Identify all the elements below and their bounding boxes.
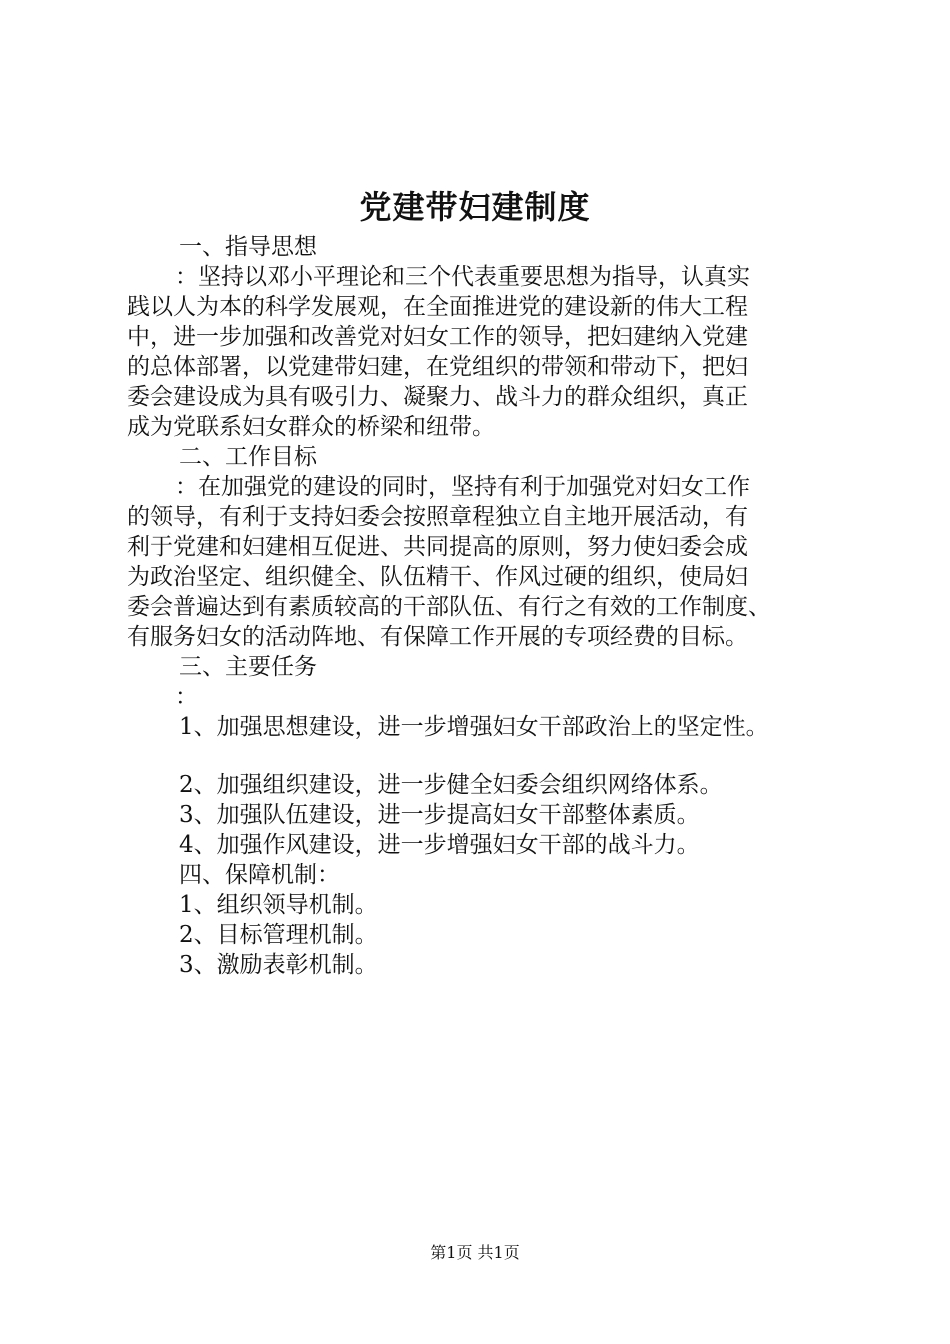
paragraph-line: ：在加强党的建设的同时，坚持有利于加强党对妇女工作 [175, 474, 750, 500]
paragraph-line: 为政治坚定、组织健全、队伍精干、作风过硬的组织，使局妇 [127, 564, 748, 590]
paragraph-line: 成为党联系妇女群众的桥梁和纽带。 [127, 414, 495, 440]
paragraph-line: 有服务妇女的活动阵地、有保障工作开展的专项经费的目标。 [127, 624, 748, 650]
list-item: 1、加强思想建设，进一步增强妇女干部政治上的坚定性。 [179, 714, 769, 740]
list-item: 3、加强队伍建设，进一步提高妇女干部整体素质。 [179, 802, 700, 828]
document-title: 党建带妇建制度 [359, 188, 591, 226]
list-item: 2、加强组织建设，进一步健全妇委会组织网络体系。 [179, 772, 723, 798]
paragraph-line: 利于党建和妇建相互促进、共同提高的原则，努力使妇委会成 [127, 534, 748, 560]
section-heading: 四、保障机制： [179, 862, 340, 888]
document-body [127, 232, 847, 980]
blank-line [127, 742, 847, 770]
paragraph-line: 委会普遍达到有素质较高的干部队伍、有行之有效的工作制度、 [127, 594, 771, 620]
list-item: 4、加强作风建设，进一步增强妇女干部的战斗力。 [179, 832, 700, 858]
section-heading: 二、工作目标 [179, 444, 317, 470]
paragraph-line: 的总体部署，以党建带妇建，在党组织的带领和带动下，把妇 [127, 354, 748, 380]
paragraph-line: 委会建设成为具有吸引力、凝聚力、战斗力的群众组织，真正 [127, 384, 748, 410]
paragraph-line: 中，进一步加强和改善党对妇女工作的领导，把妇建纳入党建 [127, 324, 748, 350]
section-heading: 三、主要任务 [179, 654, 317, 680]
paragraph-line: 践以人为本的科学发展观，在全面推进党的建设新的伟大工程 [127, 294, 748, 320]
paragraph-line: 的领导，有利于支持妇委会按照章程独立自主地开展活动，有 [127, 504, 748, 530]
list-item: 1、组织领导机制。 [179, 892, 378, 918]
list-item: 2、目标管理机制。 [179, 922, 378, 948]
section-heading: 一、指导思想 [179, 234, 317, 260]
paragraph-line: ： [175, 684, 198, 710]
page-footer: 第1页 共1页 [430, 1243, 520, 1262]
paragraph-line: ：坚持以邓小平理论和三个代表重要思想为指导，认真实 [175, 264, 750, 290]
list-item: 3、激励表彰机制。 [179, 952, 378, 978]
